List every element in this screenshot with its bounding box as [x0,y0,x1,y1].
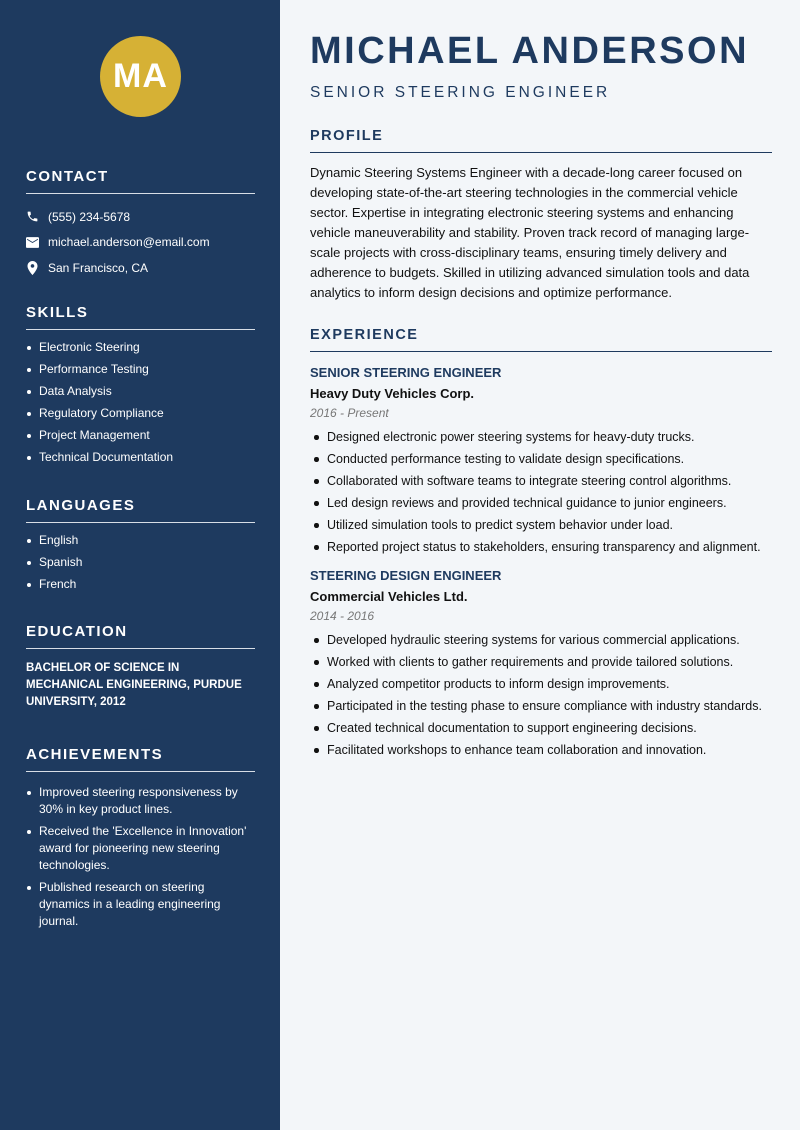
profile-text: Dynamic Steering Systems Engineer with a decade-long career focused on developing state-of-the-art steering technologies in the commercial vehicle sector. Expertise in integrating electronic steering systems and enhancing vehicle maneuverability and stability. Proven track record of managing large-scale projects with cross-disciplinary teams, ensuring timely delivery and adherence to budgets. Skilled in utilizing advanced simulation tools and data analytics to inform design decisions and optimize performance. [310,165,750,300]
skill-item: Data Analysis [26,383,255,400]
job-bullets [310,428,772,556]
contact-section [26,168,255,281]
skill-item: Regulatory Compliance [26,405,255,422]
experience-heading: EXPERIENCE [310,327,772,352]
job-bullet: Conducted performance testing to validate design specifications. [310,450,772,468]
achievements-section [26,746,255,935]
achievements-heading: ACHIEVEMENTS [26,746,255,772]
contact-heading: CONTACT [26,168,255,194]
job-dates: 2014 - 2016 [310,609,375,623]
job-entry [310,365,772,556]
job-bullet: Worked with clients to gather requirements and provide tailored solutions. [310,653,772,671]
job-company: Commercial Vehicles Ltd. [310,589,468,604]
location-pin-icon [26,261,39,274]
contact-email [26,230,255,256]
contact-list [26,204,255,281]
education-heading: EDUCATION [26,623,255,649]
skill-item: Project Management [26,427,255,444]
job-bullet: Participated in the testing phase to ensure compliance with industry standards. [310,697,772,715]
email-icon [26,236,39,249]
experience-section [310,327,772,763]
job-entry [310,568,772,759]
language-item: French [26,576,255,593]
job-bullet: Developed hydraulic steering systems for various commercial applications. [310,631,772,649]
candidate-name: MICHAEL ANDERSON [310,30,750,72]
profile-section [310,128,772,303]
achievement-item: Improved steering responsiveness by 30% in key product lines. [26,784,255,818]
job-bullets [310,631,772,759]
job-bullet: Created technical documentation to support engineering decisions. [310,719,772,737]
candidate-role: SENIOR STEERING ENGINEER [310,84,611,101]
contact-location-text: San Francisco, CA [48,260,149,275]
contact-phone-text: (555) 234-5678 [48,209,131,224]
job-bullet: Led design reviews and provided technical guidance to junior engineers. [310,494,772,512]
job-title: STEERING DESIGN ENGINEER [310,568,502,583]
job-bullet: Analyzed competitor products to inform design improvements. [310,675,772,693]
phone-icon [26,210,39,223]
sidebar [0,0,280,1130]
skill-item: Performance Testing [26,361,255,378]
job-company: Heavy Duty Vehicles Corp. [310,386,475,401]
contact-location [26,255,255,281]
education-degree: BACHELOR OF SCIENCE IN MECHANICAL ENGINEERING, PURDUE UNIVERSITY, 2012 [26,662,242,708]
job-bullet: Reported project status to stakeholders, ensuring transparency and alignment. [310,538,772,556]
skills-heading: SKILLS [26,304,255,330]
avatar-initials: MA [113,57,168,95]
job-title: SENIOR STEERING ENGINEER [310,365,502,380]
job-dates: 2016 - Present [310,406,389,420]
job-bullet: Facilitated workshops to enhance team collaboration and innovation. [310,741,772,759]
job-bullet: Designed electronic power steering systems for heavy-duty trucks. [310,428,772,446]
avatar [100,36,181,117]
achievement-item: Published research on steering dynamics in a leading engineering journal. [26,879,255,930]
job-bullet: Utilized simulation tools to predict system behavior under load. [310,516,772,534]
language-item: English [26,532,255,549]
profile-heading: PROFILE [310,128,772,153]
skills-section [26,304,255,471]
languages-list [26,532,255,593]
languages-section [26,497,255,598]
contact-email-text[interactable]: michael.anderson@email.com [48,235,210,250]
achievements-list [26,784,255,930]
language-item: Spanish [26,554,255,571]
skill-item: Electronic Steering [26,339,255,356]
job-bullet: Collaborated with software teams to integrate steering control algorithms. [310,472,772,490]
contact-phone [26,204,255,230]
achievement-item: Received the 'Excellence in Innovation' award for pioneering new steering technologies. [26,823,255,874]
education-section [26,623,255,711]
skill-item: Technical Documentation [26,449,255,466]
languages-heading: LANGUAGES [26,497,255,523]
skills-list [26,339,255,466]
